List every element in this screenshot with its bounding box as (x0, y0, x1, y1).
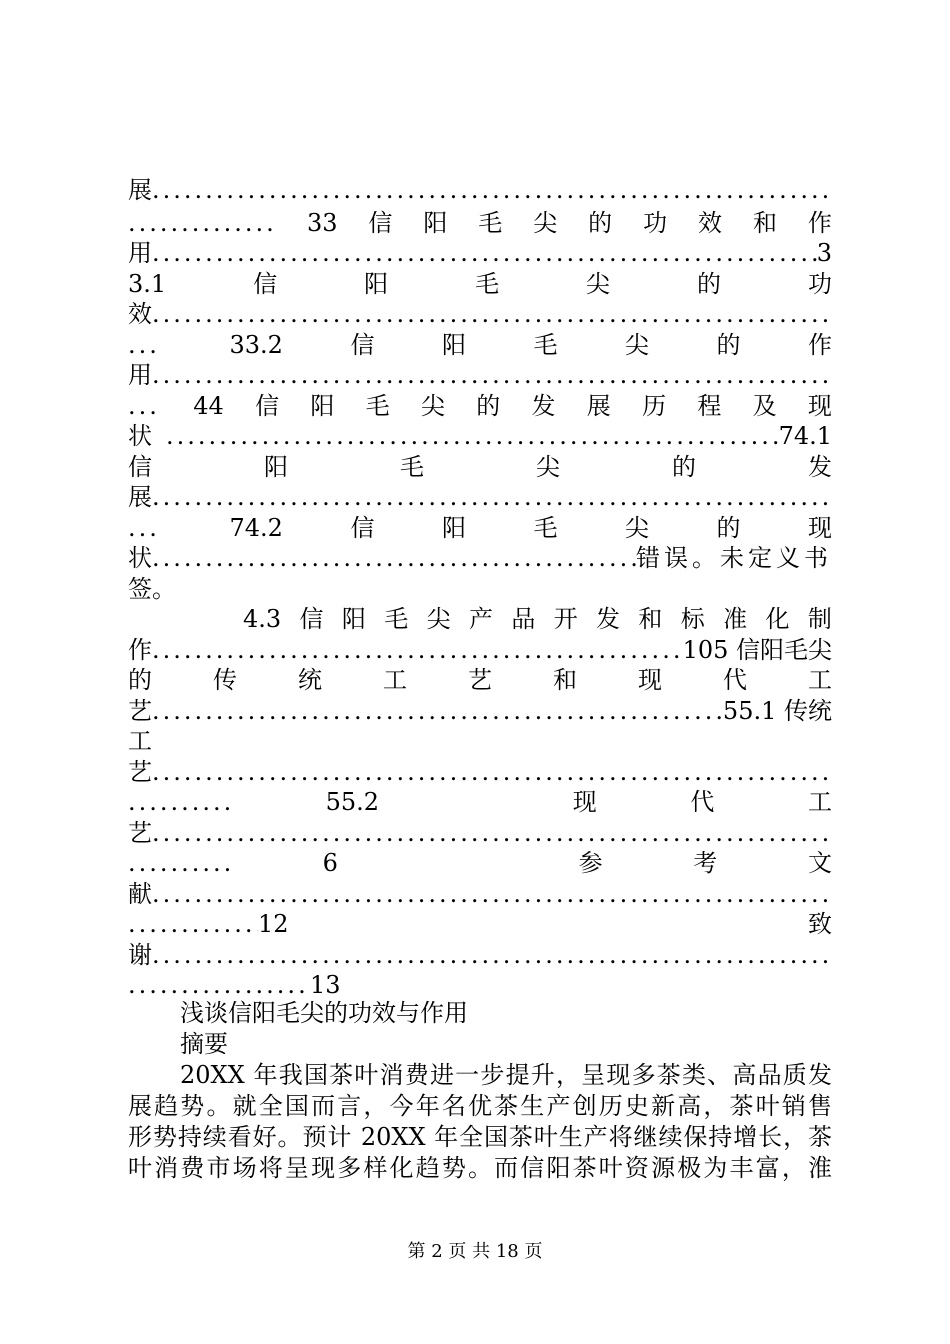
toc-line (128, 175, 832, 205)
toc-text: 展 (586, 392, 611, 420)
toc-page-number: 44 (193, 392, 224, 420)
toc-text: 产 (468, 605, 493, 633)
toc-text: 毛 (384, 605, 409, 633)
toc-page-number: 74.2 (229, 514, 283, 542)
toc-line (128, 787, 832, 817)
toc-text: 尖 (420, 392, 445, 420)
toc-leader-dots (152, 879, 832, 909)
toc-text: 展 (128, 176, 152, 204)
page-footer: 第 2 页 共 18 页 (407, 1241, 543, 1262)
toc-text: 信 (350, 514, 375, 542)
toc-text: 作 (807, 331, 832, 359)
toc-line (128, 696, 832, 726)
toc-text: 尖 (533, 209, 558, 237)
paragraph-line: 展趋势。就全国而言，今年名优茶生产创历史新高，茶叶销售 (128, 1092, 832, 1120)
toc-text: 品 (511, 605, 536, 633)
toc-text: 的 (716, 514, 741, 542)
toc-text: 的 (697, 270, 722, 298)
toc-text: 尖 (426, 605, 451, 633)
toc-leader-dots (128, 970, 310, 1000)
toc-text: 发 (808, 453, 832, 481)
toc-text: 尖 (624, 514, 649, 542)
toc-text: 用 (128, 361, 152, 389)
toc-line (128, 452, 832, 482)
toc-text: 现 (807, 392, 832, 420)
toc-text: 毛 (478, 209, 503, 237)
toc-text: 效 (128, 300, 152, 328)
toc-text: 展 (128, 483, 152, 511)
toc-text: 发 (531, 392, 556, 420)
toc-text: 致 (808, 910, 832, 938)
toc-text: 开 (553, 605, 578, 633)
toc-leader-dots (128, 909, 258, 939)
toc-text: 信 (299, 605, 324, 633)
toc-line (128, 482, 832, 512)
toc-text: 文 (807, 849, 832, 877)
toc-text: 制 (807, 605, 832, 633)
toc-text: 传 (213, 666, 237, 694)
toc-text: 程 (697, 392, 722, 420)
toc-text: 功 (643, 209, 668, 237)
toc-line (128, 665, 832, 695)
toc-text: 和 (638, 605, 663, 633)
toc-line (128, 208, 832, 238)
toc-leader-dots (152, 360, 832, 390)
toc-text: 艺 (468, 666, 492, 694)
toc-line (128, 574, 832, 604)
toc-text: 代 (723, 666, 747, 694)
toc-leader-dots (128, 787, 232, 817)
toc-text: 阳 (264, 453, 288, 481)
toc-text: 阳 (441, 331, 466, 359)
toc-leader-dots (152, 940, 832, 970)
toc-text: 代 (690, 788, 715, 816)
toc-text: 化 (765, 605, 790, 633)
article-title: 浅谈信阳毛尖的功效与作用 (180, 999, 468, 1027)
toc-text: 信 (368, 209, 393, 237)
toc-page-number: 55.2 (325, 788, 380, 816)
toc-text: 毛 (400, 453, 424, 481)
toc-text: 发 (596, 605, 621, 633)
toc-section-number: 4.3 (243, 605, 282, 633)
toc-text: 的 (716, 331, 741, 359)
toc-text: 艺 (128, 697, 152, 725)
toc-line (128, 391, 832, 421)
toc-leader-dots (152, 299, 832, 329)
toc-leader-dots (152, 543, 636, 573)
toc-line (128, 757, 832, 787)
toc-text: 效 (698, 209, 723, 237)
toc-text: 艺 (128, 758, 152, 786)
toc-text: 统 (298, 666, 322, 694)
toc-line (128, 879, 832, 909)
toc-leader-dots (152, 635, 683, 665)
toc-line (128, 360, 832, 390)
toc-text: 信 (255, 392, 280, 420)
toc-leader-dots (152, 757, 832, 787)
toc-text: 现 (572, 788, 597, 816)
toc-text: 信 (128, 453, 152, 481)
toc-text: 用 (128, 239, 152, 267)
abstract-heading: 摘要 (180, 1030, 228, 1058)
toc-line (128, 299, 832, 329)
toc-text: 准 (723, 605, 748, 633)
toc-text: 考 (693, 849, 718, 877)
toc-page-number: 12 (258, 910, 289, 938)
toc-text: 和 (752, 209, 777, 237)
toc-text: 作 (807, 209, 832, 237)
toc-line (128, 726, 832, 756)
toc-page-number: 33.2 (229, 331, 283, 359)
toc-text: 工 (808, 788, 832, 816)
toc-leader-dots (128, 848, 232, 878)
toc-text: 艺 (128, 819, 152, 847)
toc-leader-dots (152, 482, 832, 512)
toc-line (243, 604, 832, 634)
toc-page-number: 13 (310, 971, 341, 999)
toc-text: 标 (680, 605, 705, 633)
toc-page-number: 55.1 传统 (722, 697, 832, 725)
toc-text: 工 (383, 666, 407, 694)
toc-page-number: 105 信阳毛尖 (682, 636, 832, 664)
toc-line (128, 513, 832, 543)
toc-text: 的 (476, 392, 501, 420)
toc-text: 献 (128, 880, 152, 908)
toc-text: 历 (642, 392, 667, 420)
toc-error-text: 错误。未定义书 (636, 544, 832, 572)
toc-text: 毛 (533, 331, 558, 359)
toc-line (128, 543, 832, 573)
toc-leader-dots (152, 696, 723, 726)
toc-text: 状 (128, 544, 152, 572)
toc-leader-dots (128, 513, 162, 543)
toc-leader-dots (128, 208, 276, 238)
toc-text: 信 (253, 270, 278, 298)
toc-error-text: 签。 (128, 575, 176, 603)
toc-line (128, 818, 832, 848)
toc-line (128, 330, 832, 360)
toc-text: 阳 (364, 270, 389, 298)
toc-line (128, 238, 832, 268)
toc-leader-dots (166, 421, 779, 451)
toc-text: 的 (128, 666, 152, 694)
paragraph-line: 20XX 年我国茶叶消费进一步提升，呈现多茶类、高品质发 (180, 1061, 832, 1089)
toc-text: 信 (350, 331, 375, 359)
toc-text: 阳 (310, 392, 335, 420)
toc-line (128, 421, 832, 451)
toc-leader-dots (128, 391, 162, 421)
toc-leader-dots (152, 238, 817, 268)
toc-text: 工 (128, 727, 152, 755)
toc-text: 尖 (536, 453, 560, 481)
toc-text: 尖 (624, 331, 649, 359)
toc-text: 现 (638, 666, 662, 694)
toc-text: 的 (672, 453, 696, 481)
paragraph-line: 叶消费市场将呈现多样化趋势。而信阳茶叶资源极为丰富，淮 (128, 1154, 832, 1182)
toc-line (128, 269, 832, 299)
toc-line (128, 970, 832, 1000)
toc-line (128, 909, 832, 939)
toc-text: 作 (128, 636, 152, 664)
toc-text: 参 (578, 849, 603, 877)
toc-leader-dots (128, 330, 162, 360)
toc-text: 谢 (128, 941, 152, 969)
toc-text: 阳 (441, 514, 466, 542)
toc-leader-dots (152, 175, 832, 205)
toc-line (128, 635, 832, 665)
toc-text: 状 (128, 422, 152, 450)
toc-text: 现 (807, 514, 832, 542)
toc-text: 毛 (533, 514, 558, 542)
toc-text: 及 (752, 392, 777, 420)
toc-page-number: 3 (816, 239, 832, 267)
toc-line (128, 848, 832, 878)
toc-section-number: 3.1 (128, 270, 167, 298)
toc-text: 工 (808, 666, 832, 694)
toc-page-number: 6 (322, 849, 338, 877)
toc-text: 毛 (365, 392, 390, 420)
toc-text: 毛 (475, 270, 500, 298)
toc-page-number: 74.1 (778, 422, 832, 450)
toc-text: 阳 (423, 209, 448, 237)
toc-line (128, 940, 832, 970)
toc-leader-dots (152, 818, 832, 848)
paragraph-line: 形势持续看好。预计 20XX 年全国茶叶生产将继续保持增长，茶 (128, 1123, 832, 1151)
toc-page-number: 33 (306, 209, 338, 237)
toc-text: 阳 (341, 605, 366, 633)
toc-text: 尖 (586, 270, 611, 298)
toc-text: 功 (807, 270, 832, 298)
toc-text: 的 (588, 209, 613, 237)
toc-text: 和 (553, 666, 577, 694)
